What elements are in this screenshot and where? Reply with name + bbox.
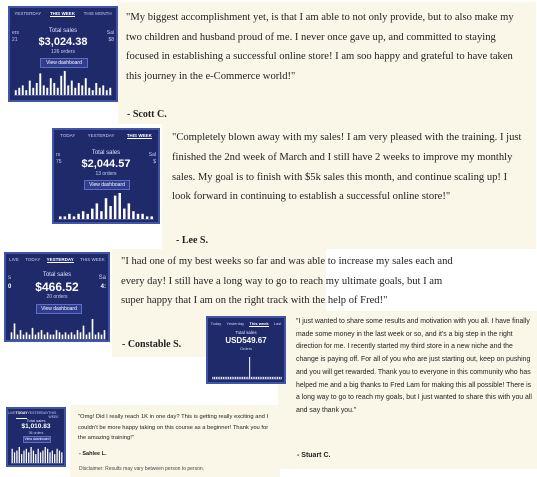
orders-count: 126 orders: [51, 49, 75, 55]
chart-bar: [265, 377, 266, 379]
chart-bar: [29, 81, 31, 95]
chart-bar: [23, 335, 25, 339]
chart-bar: [68, 214, 71, 219]
chart-bar: [74, 88, 76, 95]
testimonial-quote-2: "Completely blown away with my sales! I am very pleased with the training. I just finished the 2nd week of March and I still have 2 weeks to improve my monthly sales. My goal is to finish with $5k sales this month, and continue scaling up! I look forward in continuing to establish a successful online store!": [172, 132, 522, 203]
chart-bar: [230, 377, 231, 379]
testimonial-quote-1: "My biggest accomplishment yet, is that I am able to not only provide, but to also make my two children and husband proud of me. I never once gave up, and committed to staying focused in establishing a successful online store! I am soo happy and grateful to have taken this journey in the e-Commerce world!": [126, 12, 514, 82]
tab-active: This week: [249, 321, 269, 326]
chart-bar: [101, 335, 103, 339]
chart-bar: [20, 330, 22, 339]
chart-bar: [71, 332, 73, 339]
total-sales-amount: $2,044.57: [81, 158, 131, 170]
chart-bar: [261, 377, 262, 379]
total-sales-label: Total sales: [235, 330, 257, 335]
chart-bar: [53, 83, 55, 95]
chart-bar: [82, 211, 85, 219]
view-dashboard-button[interactable]: View dashboard: [36, 304, 82, 314]
tab: TODAY: [25, 257, 41, 262]
tab-bar: [6, 254, 108, 263]
chart-bar: [225, 377, 226, 379]
side-value: $: [153, 159, 156, 165]
chart-bar: [223, 377, 224, 379]
chart-bar: [249, 357, 250, 379]
chart-bar: [146, 216, 149, 219]
chart-bar: [45, 447, 46, 463]
view-dashboard-button[interactable]: View dashboard: [24, 437, 50, 441]
tab: YESTERDAY: [87, 133, 115, 138]
chart-bar: [89, 332, 91, 339]
chart-bar: [57, 88, 59, 95]
chart-bar: [19, 447, 20, 463]
chart-bar: [86, 335, 88, 339]
chart-bar: [214, 377, 215, 379]
chart-bar: [218, 377, 219, 379]
chart-bar: [14, 452, 15, 463]
sales-screenshot-4: [206, 316, 286, 384]
testimonial-quote-3: "I had one of my best weeks so far and was able to increase my sales each and every day! I still have a long way to go to reach my ultimate goals, but I am super happy that I am on the right track with the help of Fred!": [121, 256, 453, 307]
chart-bar: [106, 90, 108, 95]
chart-bar: [132, 211, 135, 219]
chart-bar: [235, 377, 236, 379]
chart-bar: [49, 452, 50, 463]
chart-bar: [65, 332, 67, 339]
chart-bar: [83, 326, 85, 339]
chart-bar: [237, 377, 238, 379]
chart-bar: [18, 88, 20, 95]
chart-bar: [274, 377, 275, 379]
chart-bar: [59, 216, 62, 219]
sales-bar-chart: [11, 446, 63, 464]
testimonial-author-3: - Constable S.: [122, 339, 182, 350]
chart-bar: [267, 377, 268, 379]
chart-bar: [104, 330, 106, 339]
chart-bar: [56, 449, 57, 463]
sales-bar-chart: [14, 70, 112, 96]
disclaimer: Disclaimer: Results may vary between person to person.: [79, 466, 205, 472]
chart-bar: [38, 449, 39, 463]
chart-bar: [44, 335, 46, 339]
tab-active: THIS WEEK: [126, 133, 152, 138]
chart-bar: [40, 452, 41, 463]
chart-bar: [96, 203, 99, 219]
chart-bar: [21, 454, 22, 463]
chart-bar: [99, 88, 101, 95]
tab: Last: [273, 321, 282, 326]
side-text: Sal: [106, 30, 114, 36]
tab: YESTERDAY: [27, 411, 49, 415]
chart-bar: [251, 377, 252, 379]
chart-bar: [102, 85, 104, 95]
chart-bar: [39, 73, 41, 95]
chart-bar: [29, 335, 31, 339]
chart-bar: [67, 85, 69, 95]
chart-bar: [36, 83, 38, 95]
tab: Yesterday: [226, 321, 245, 326]
chart-bar: [95, 335, 97, 339]
side-value: 21: [12, 37, 18, 43]
chart-bar: [95, 83, 97, 95]
orders-count: Orders: [239, 346, 253, 351]
chart-bar: [23, 451, 24, 463]
chart-bar: [244, 377, 245, 379]
chart-bar: [68, 335, 70, 339]
chart-bar: [253, 377, 254, 379]
chart-bar: [256, 377, 257, 379]
chart-bar: [30, 447, 31, 463]
tab-bar: [10, 8, 116, 17]
side-value: 4:: [100, 284, 106, 290]
chart-bar: [52, 451, 53, 463]
chart-bar: [137, 214, 140, 219]
tab-bar: [208, 318, 284, 327]
chart-bar: [105, 198, 108, 219]
chart-bar: [53, 335, 55, 339]
tab: LIVE: [9, 257, 19, 262]
side-value: $8: [108, 37, 114, 43]
total-sales-label: Total sales: [91, 150, 121, 156]
total-sales-label: Total sales: [26, 418, 46, 423]
chart-bar: [86, 214, 89, 219]
chart-bar: [242, 377, 243, 379]
chart-bar: [226, 377, 227, 379]
side-text: Sa: [98, 275, 106, 281]
chart-bar: [92, 90, 94, 95]
chart-bar: [232, 377, 233, 379]
chart-bar: [233, 377, 234, 379]
total-sales-amount: $1,010.83: [21, 423, 51, 430]
chart-bar: [118, 193, 121, 219]
chart-bar: [33, 451, 34, 463]
chart-bar: [80, 332, 82, 339]
chart-bar: [16, 451, 17, 463]
chart-bar: [50, 335, 52, 339]
tab: THIS WEEK: [48, 411, 59, 419]
chart-bar: [71, 81, 73, 95]
tab-bar: [54, 130, 158, 139]
chart-bar: [98, 332, 100, 339]
chart-bar: [61, 452, 62, 463]
chart-bar: [114, 196, 117, 219]
tab: THIS WEEK: [80, 257, 105, 262]
chart-bar: [56, 330, 58, 339]
orders-count: 13 orders: [95, 171, 117, 177]
testimonial-quote-5: "Omg! Did I really reach 1K in one day? This is getting really exciting and I couldn't be more happy taking on this course as a beginner! Thank you for the amazing training!": [78, 414, 269, 441]
chart-bar: [239, 377, 240, 379]
total-sales-amount: $466.52: [35, 280, 79, 294]
sales-bar-chart: [212, 356, 282, 380]
chart-bar: [246, 377, 247, 379]
chart-bar: [14, 323, 16, 339]
chart-bar: [272, 377, 273, 379]
chart-bar: [109, 88, 111, 95]
total-sales-label: Total sales: [42, 272, 72, 278]
chart-bar: [35, 454, 36, 463]
chart-bar: [281, 377, 282, 379]
chart-bar: [73, 216, 76, 219]
chart-bar: [60, 76, 62, 95]
view-dashboard-button[interactable]: View dashboard: [84, 180, 130, 190]
chart-bar: [28, 452, 29, 463]
chart-bar: [78, 83, 80, 95]
chart-bar: [25, 90, 27, 95]
chart-bar: [228, 377, 229, 379]
chart-bar: [277, 377, 278, 379]
chart-bar: [22, 85, 24, 95]
chart-bar: [35, 335, 37, 339]
chart-bar: [100, 211, 103, 219]
chart-bar: [46, 88, 48, 95]
tab: YESTERDAY: [14, 11, 42, 16]
chart-bar: [59, 451, 60, 463]
chart-bar: [59, 332, 61, 339]
testimonial-quote-4: "I just wanted to share some results and motivation with you all. I have finally made some money in the last week or so, and it's a big step in the right direction for me. I recently started my third store in a new niche and the change is paying off. For all of you who are just starting out, keep on pushing and you will get rewarded. Thank you to everyone in this community who has helped me and a big thanks to Fred Lam for making this all possible! There is a long way to go to reach my goals, but I just wanted to share this with you all and say thank you.": [296, 318, 532, 414]
side-text: ers: [12, 30, 19, 36]
chart-bar: [50, 78, 52, 95]
tab-active: THIS WEEK: [49, 11, 75, 16]
total-sales-label: Total sales: [48, 28, 78, 34]
chart-bar: [11, 332, 13, 339]
sales-bar-chart: [58, 192, 154, 220]
chart-bar: [247, 377, 248, 379]
chart-bar: [42, 451, 43, 463]
chart-bar: [47, 449, 48, 463]
testimonial-author-4: - Stuart C.: [297, 452, 331, 459]
chart-bar: [38, 332, 40, 339]
chart-bar: [216, 377, 217, 379]
chart-bar: [77, 214, 80, 219]
chart-bar: [62, 335, 64, 339]
chart-bar: [77, 330, 79, 339]
chart-bar: [32, 328, 34, 339]
total-sales-amount: $3,024.38: [38, 36, 88, 48]
sales-screenshot-2: [52, 128, 160, 224]
chart-bar: [85, 78, 87, 95]
total-sales-amount: USD549.67: [225, 336, 267, 345]
view-dashboard-button[interactable]: View dashboard: [40, 58, 88, 68]
chart-bar: [12, 449, 13, 463]
side-text: s: [8, 275, 11, 281]
chart-bar: [81, 85, 83, 95]
chart-bar: [64, 216, 67, 219]
chart-bar: [91, 209, 94, 219]
tab: LIVE: [8, 411, 16, 415]
chart-bar: [47, 332, 49, 339]
sales-screenshot-1: [8, 6, 118, 102]
sales-bar-chart: [10, 318, 106, 340]
chart-bar: [212, 377, 213, 379]
chart-bar: [74, 335, 76, 339]
sales-screenshot-5: [6, 407, 66, 467]
chart-bar: [240, 377, 241, 379]
chart-bar: [263, 377, 264, 379]
chart-bar: [150, 216, 153, 219]
chart-bar: [26, 449, 27, 463]
tab: TODAY: [60, 133, 76, 138]
tab-active: TODAY: [16, 411, 28, 419]
chart-bar: [32, 88, 34, 95]
side-text: Sal: [148, 152, 156, 158]
chart-bar: [270, 377, 271, 379]
tab: THIS MONTH: [83, 11, 112, 16]
sales-screenshot-3: [4, 252, 110, 342]
chart-bar: [275, 377, 276, 379]
orders-count: 20 orders: [46, 294, 68, 300]
orders-count: 35 orders: [28, 431, 44, 435]
testimonial-author-5: - Sahlee L.: [79, 451, 107, 457]
chart-bar: [92, 319, 94, 339]
chart-bar: [123, 209, 126, 219]
chart-bar: [26, 332, 28, 339]
chart-bar: [88, 88, 90, 95]
chart-bar: [54, 454, 55, 463]
side-value: 75: [56, 159, 62, 165]
chart-bar: [43, 85, 45, 95]
chart-bar: [15, 90, 17, 95]
chart-bar: [279, 377, 280, 379]
chart-bar: [64, 71, 66, 95]
chart-bar: [128, 203, 131, 219]
chart-bar: [41, 330, 43, 339]
chart-bar: [221, 377, 222, 379]
chart-bar: [260, 377, 261, 379]
chart-bar: [141, 214, 144, 219]
chart-bar: [17, 335, 19, 339]
chart-bar: [258, 377, 259, 379]
side-text: rs: [56, 152, 61, 158]
chart-bar: [268, 377, 269, 379]
chart-bar: [219, 377, 220, 379]
chart-bar: [109, 206, 112, 219]
tab-active: YESTERDAY: [46, 257, 74, 262]
side-value: 0: [8, 284, 12, 290]
testimonial-author-1: - Scott C.: [127, 109, 167, 120]
chart-bar: [254, 377, 255, 379]
tab: Today: [210, 321, 222, 326]
testimonial-author-2: - Lee S.: [176, 235, 208, 246]
